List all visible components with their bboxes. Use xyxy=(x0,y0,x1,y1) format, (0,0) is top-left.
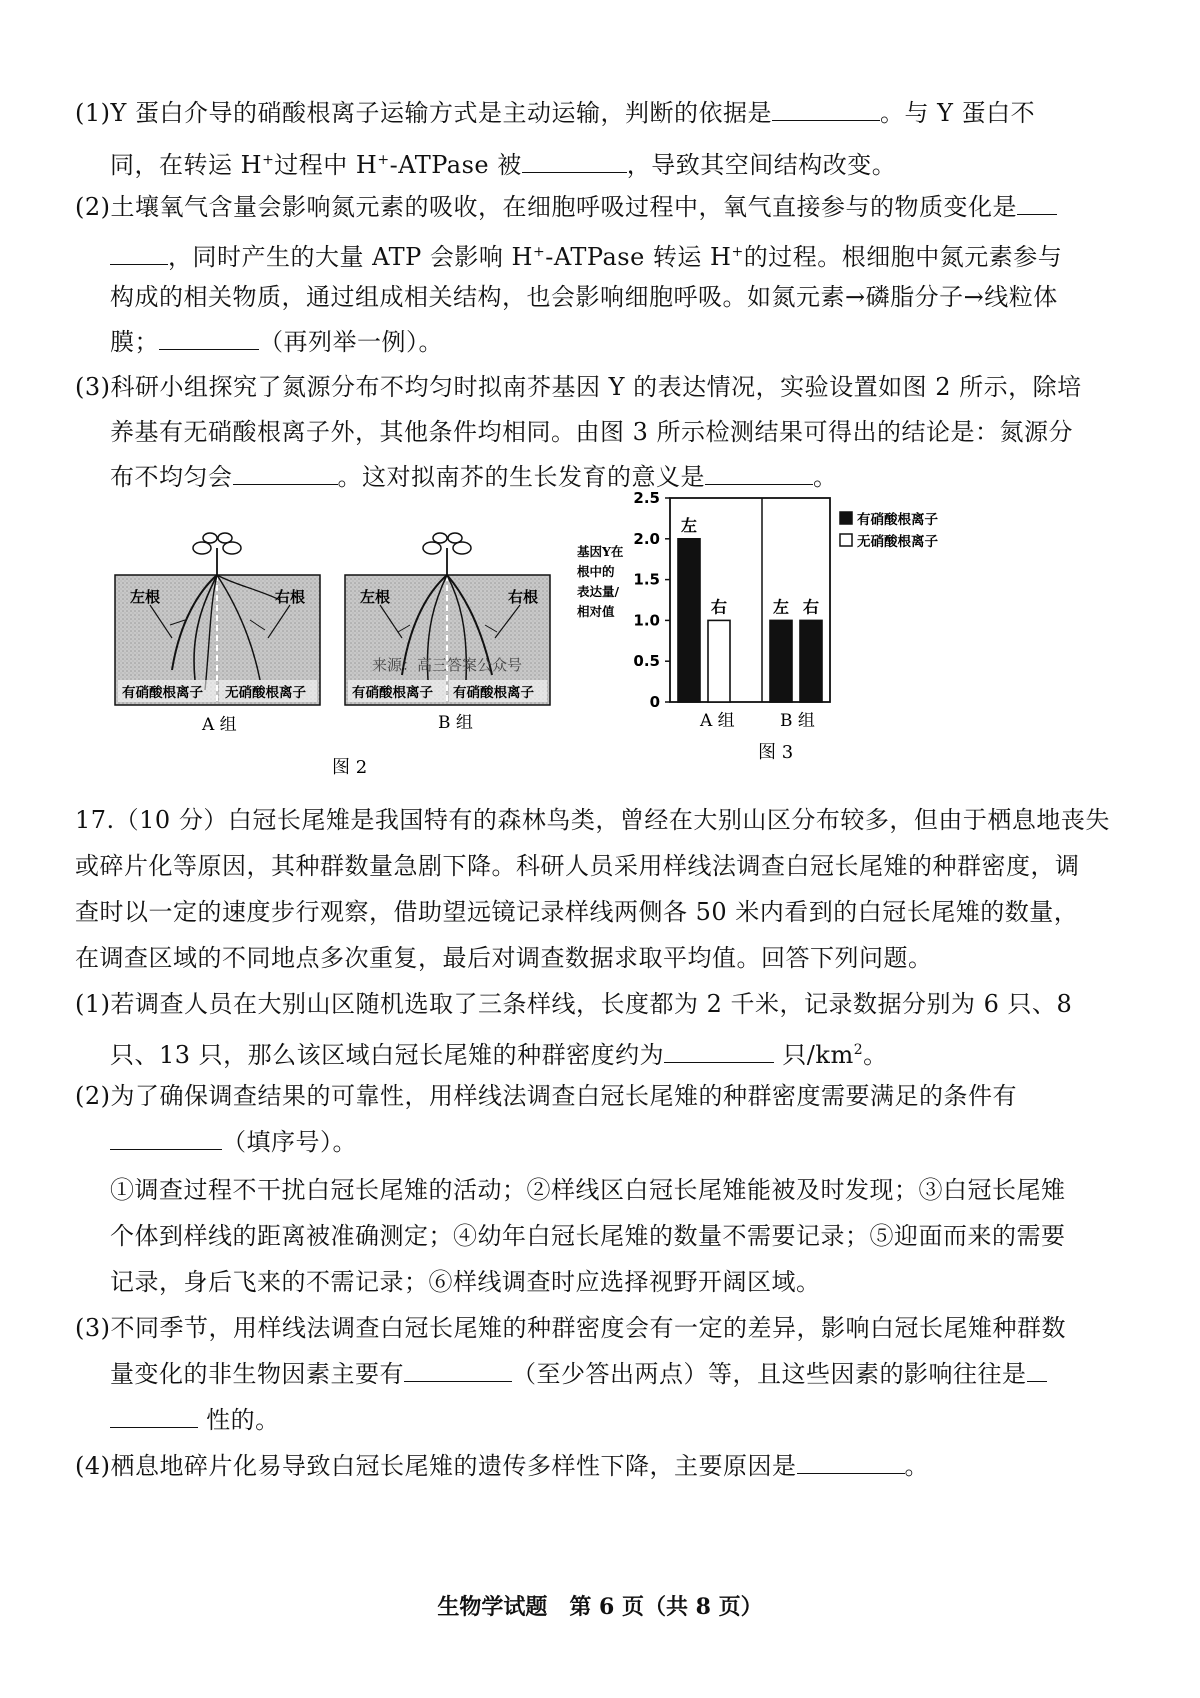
q17-1-line1: (1)若调查人员在大别山区随机选取了三条样线，长度都为 2 千米，记录数据分别为 6 只、8 xyxy=(75,990,1073,1018)
q16-2-line4: 膜； （再列举一例）。 xyxy=(110,328,443,356)
bar-label: 左 xyxy=(680,515,698,535)
y-tick-label: 2.5 xyxy=(633,489,660,507)
figure-2-caption: 图 2 xyxy=(332,757,368,778)
bars xyxy=(678,516,822,702)
group-b-right-root-label: 右根 xyxy=(508,588,539,606)
q17-2-line2: （填序号）。 xyxy=(110,1127,357,1157)
bar-label: 右 xyxy=(710,597,728,617)
bar xyxy=(678,539,700,702)
watermark: 来源：高三答案公众号 xyxy=(372,656,523,674)
q16-3-line3: 布不均匀会 。这对拟南芥的生长发育的意义是 。 xyxy=(110,463,838,491)
group-b-diagram xyxy=(345,533,550,705)
bar xyxy=(800,620,822,702)
answer-blank[interactable] xyxy=(797,1451,905,1474)
group-b-left-medium: 有硝酸根离子 xyxy=(352,685,433,701)
group-b-left-root-label: 左根 xyxy=(360,588,391,606)
q16-3-line1: (3)科研小组探究了氮源分布不均匀时拟南芥基因 Y 的表达情况，实验设置如图 2 所示，除培 xyxy=(75,373,1082,401)
legend-label: 有硝酸根离子 xyxy=(857,512,938,528)
y-tick-label: 1.5 xyxy=(633,570,660,589)
y-axis-label-line: 相对值 xyxy=(577,604,615,619)
answer-blank[interactable] xyxy=(1027,1359,1047,1382)
q17-3-line2: 量变化的非生物因素主要有 （至少答出两点）等，且这些因素的影响往往是 xyxy=(110,1359,1047,1389)
y-axis-label-line: 表达量/ xyxy=(577,584,620,599)
q17-intro-line3: 查时以一定的速度步行观察，借助望远镜记录样线两侧各 50 米内看到的白冠长尾雉的数量， xyxy=(75,898,1079,926)
q17-2-option1: ①调查过程不干扰白冠长尾雉的活动；②样线区白冠长尾雉能被及时发现；③白冠长尾雉 xyxy=(110,1176,1066,1204)
y-tick-label: 0.5 xyxy=(633,652,660,671)
answer-blank[interactable] xyxy=(404,1359,512,1382)
q16-1-line1: (1)Y 蛋白介导的硝酸根离子运输方式是主动运输，判断的依据是 。与 Y 蛋白不 xyxy=(75,99,1036,127)
answer-blank[interactable] xyxy=(522,150,627,173)
group-a-right-medium: 无硝酸根离子 xyxy=(225,685,306,701)
q16-2-line2: ，同时产生的大量 ATP 会影响 H+-ATPase 转运 H+的过程。根细胞中氮元素参与 xyxy=(110,237,1062,272)
bar-label: 右 xyxy=(802,597,820,617)
figure-2 xyxy=(110,530,560,790)
q16-2-line3: 构成的相关物质，通过组成相关结构，也会影响细胞呼吸。如氮元素→磷脂分子→线粒体 xyxy=(110,283,1058,311)
y-axis-label xyxy=(577,544,624,619)
y-tick-label: 1.0 xyxy=(633,611,660,630)
legend-swatch xyxy=(840,512,852,524)
answer-blank[interactable] xyxy=(233,462,338,485)
q17-4-line1: (4)栖息地碎片化易导致白冠长尾雉的遗传多样性下降，主要原因是 。 xyxy=(75,1452,929,1480)
answer-blank[interactable] xyxy=(705,462,813,485)
q16-1-line2: 同，在转运 H+过程中 H+-ATPase 被 ，导致其空间结构改变。 xyxy=(110,151,897,179)
answer-blank[interactable] xyxy=(110,1405,198,1428)
q17-intro-line4: 在调查区域的不同地点多次重复，最后对调查数据求取平均值。回答下列问题。 xyxy=(75,944,933,972)
category-label-a: A 组 xyxy=(700,711,735,731)
q17-3-line3: 性的。 xyxy=(110,1405,280,1435)
answer-blank[interactable] xyxy=(110,1127,222,1150)
answer-blank[interactable] xyxy=(664,1040,774,1063)
answer-blank[interactable] xyxy=(159,327,259,350)
figure-3-chart xyxy=(575,488,995,778)
q17-intro-line1: 17.（10 分）白冠长尾雉是我国特有的森林鸟类，曾经在大别山区分布较多，但由于栖息地丧失 xyxy=(75,806,1110,834)
q17-2-option2: 个体到样线的距离被准确测定；④幼年白冠长尾雉的数量不需要记录；⑤迎面而来的需要 xyxy=(110,1222,1066,1250)
q17-3-line1: (3)不同季节，用样线法调查白冠长尾雉的种群密度会有一定的差异，影响白冠长尾雉种群数 xyxy=(75,1314,1066,1342)
y-tick-label: 2.0 xyxy=(633,529,660,548)
q17-1-line2: 只、13 只，那么该区域白冠长尾雉的种群密度约为 只$/km^2$。 xyxy=(110,1041,888,1069)
answer-blank[interactable] xyxy=(1017,192,1057,215)
page-footer: 生物学试题 第 6 页（共 8 页） xyxy=(437,1594,763,1620)
q17-intro-line2: 或碎片化等原因，其种群数量急剧下降。科研人员采用样线法调查白冠长尾雉的种群密度，调 xyxy=(75,852,1080,880)
group-a-diagram xyxy=(115,533,320,705)
figure-3-caption: 图 3 xyxy=(758,742,794,763)
q17-2-option3: 记录，身后飞来的不需记录；⑥样线调查时应选择视野开阔区域。 xyxy=(110,1268,821,1296)
group-b-right-medium: 有硝酸根离子 xyxy=(453,685,534,701)
group-a-right-root-label: 右根 xyxy=(275,588,306,606)
category-label-b: B 组 xyxy=(780,711,815,731)
group-a-caption: A 组 xyxy=(202,715,237,735)
bar xyxy=(708,620,730,702)
bar xyxy=(770,620,792,702)
bar-label: 左 xyxy=(772,597,790,617)
q16-3-line2: 养基有无硝酸根离子外，其他条件均相同。由图 3 所示检测结果可得出的结论是：氮源分 xyxy=(110,418,1074,446)
legend xyxy=(840,511,938,550)
legend-label: 无硝酸根离子 xyxy=(857,534,938,550)
group-b-caption: B 组 xyxy=(438,713,473,733)
legend-swatch xyxy=(840,534,852,546)
y-tick-label: 0 xyxy=(649,693,660,711)
y-axis-label-line: 根中的 xyxy=(577,564,615,579)
answer-blank[interactable] xyxy=(110,242,168,265)
answer-blank[interactable] xyxy=(772,98,880,121)
y-axis-label-line: 基因Y在 xyxy=(577,544,624,559)
q16-2-line1: (2)土壤氧气含量会影响氮元素的吸收，在细胞呼吸过程中，氧气直接参与的物质变化是 xyxy=(75,192,1057,222)
q17-2-line1: (2)为了确保调查结果的可靠性，用样线法调查白冠长尾雉的种群密度需要满足的条件有 xyxy=(75,1082,1017,1110)
group-a-left-root-label: 左根 xyxy=(130,588,161,606)
group-a-left-medium: 有硝酸根离子 xyxy=(122,685,203,701)
